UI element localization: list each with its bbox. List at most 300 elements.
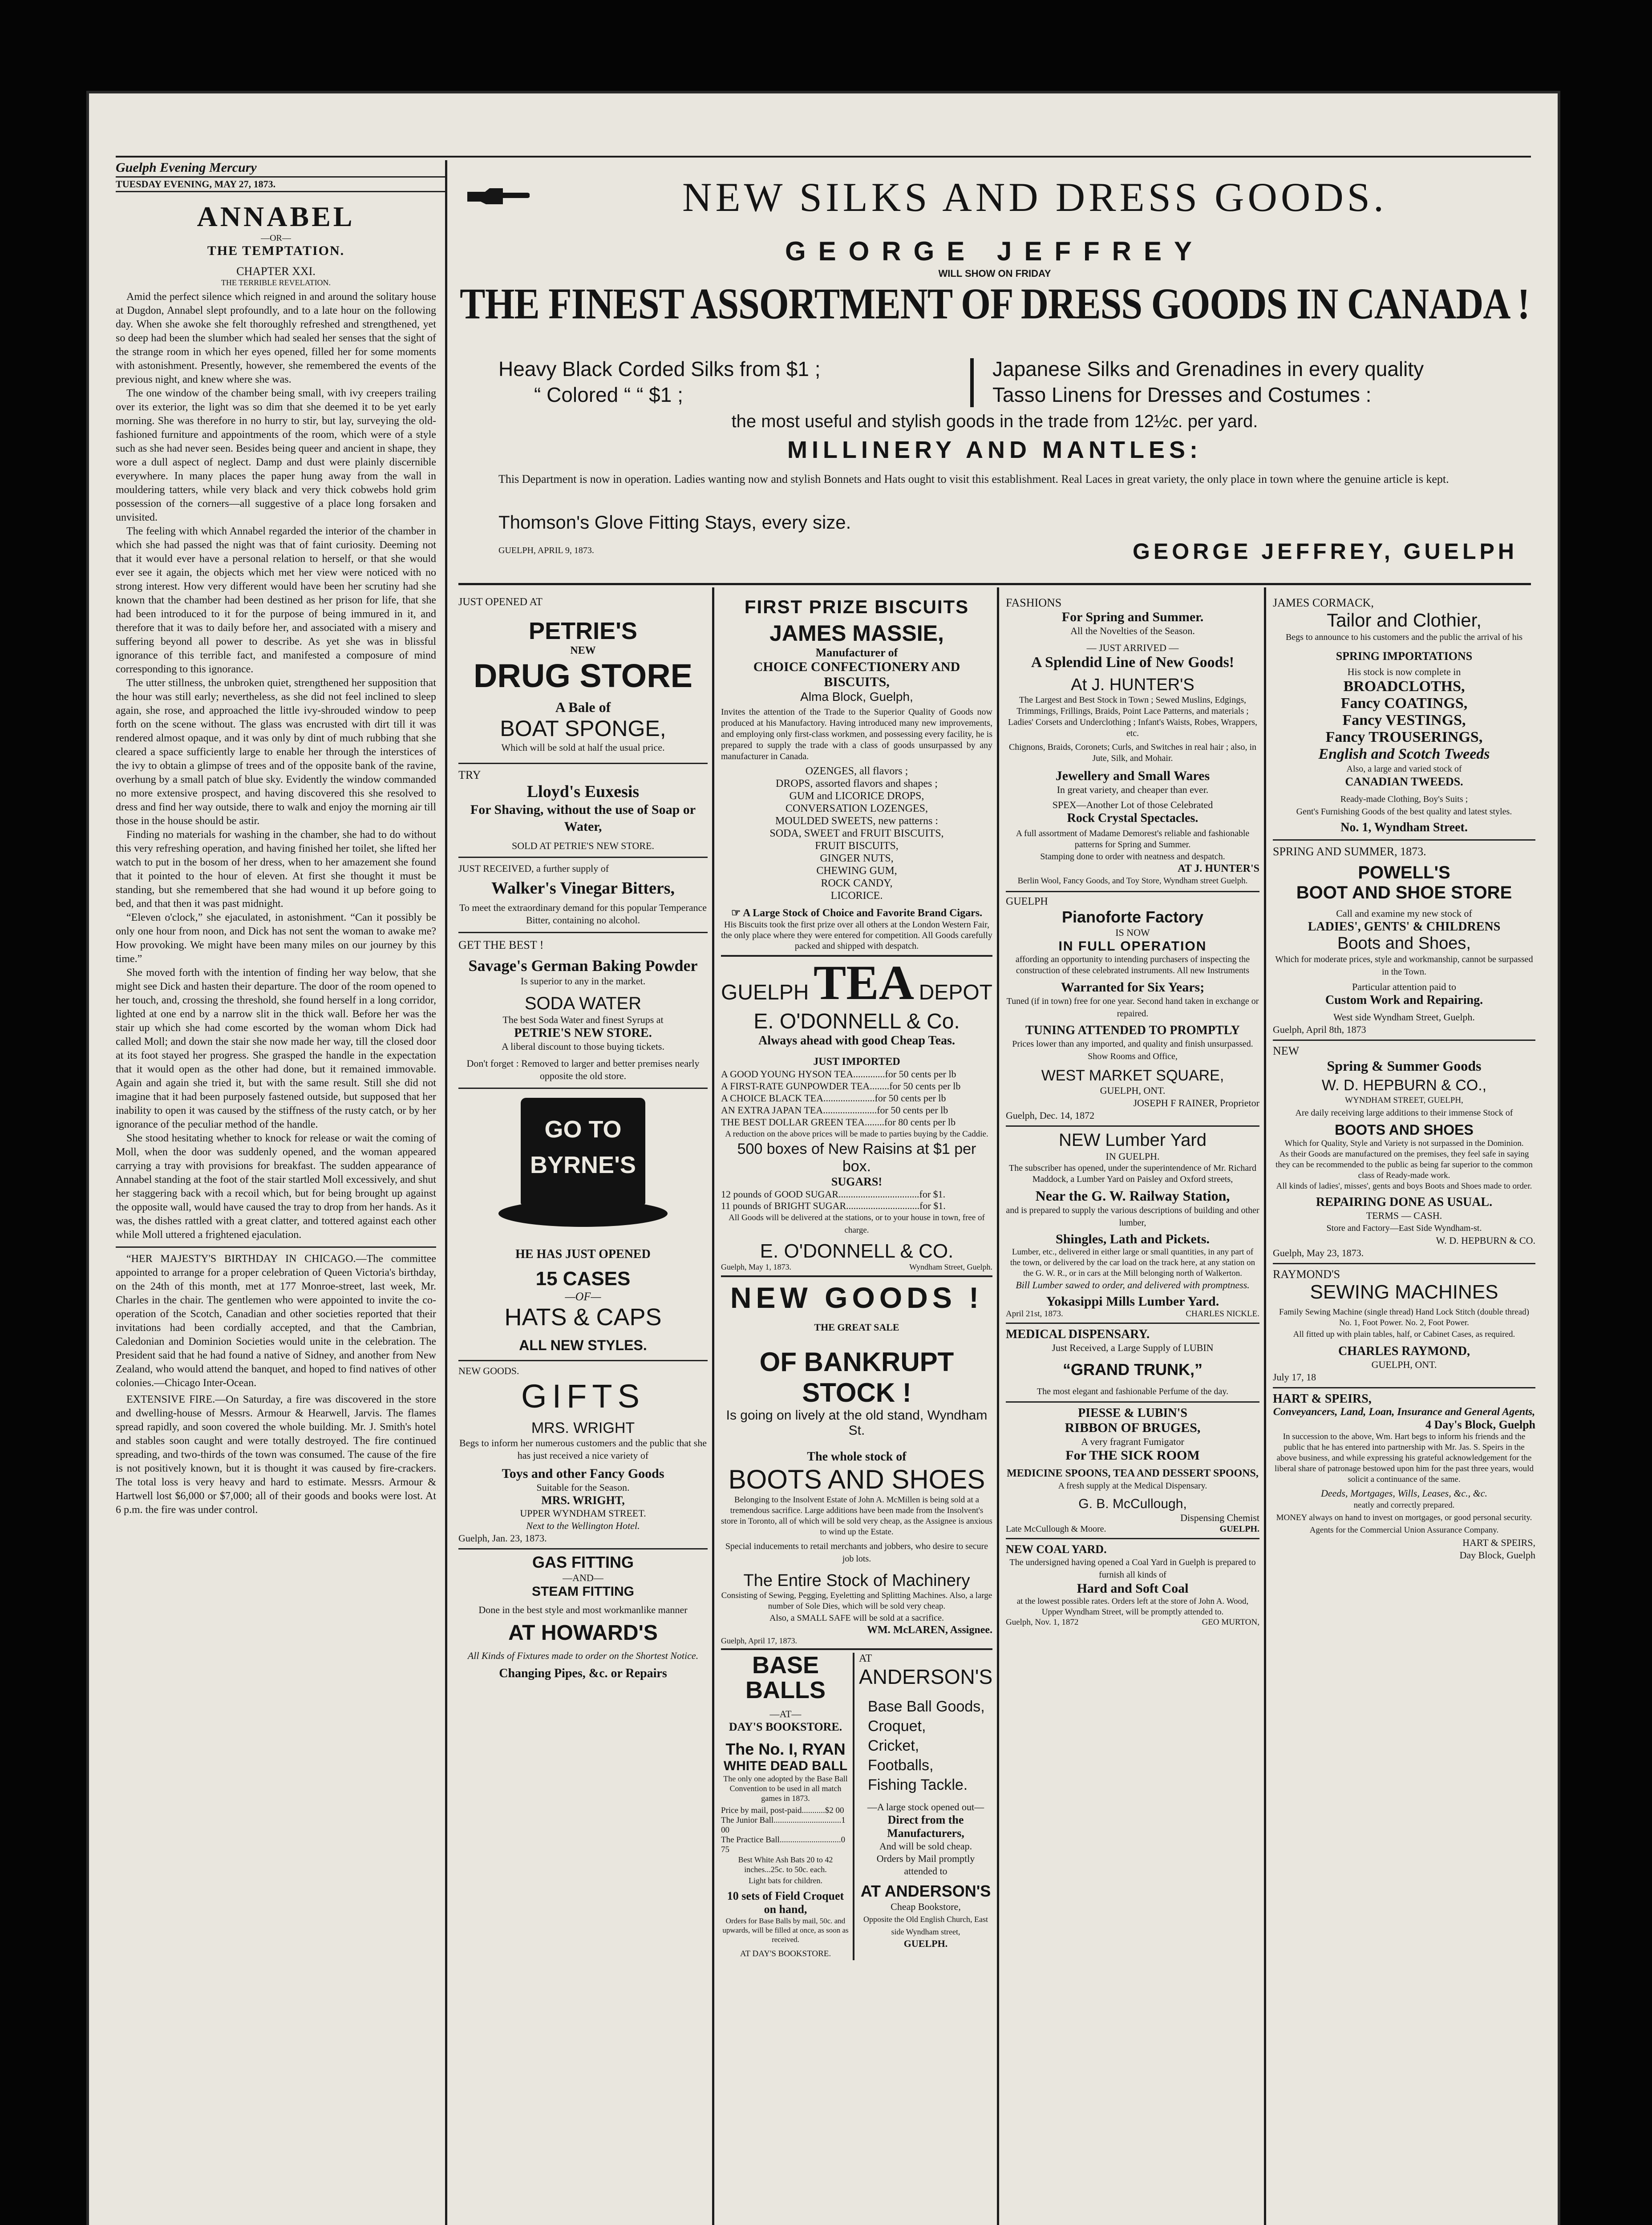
guelph-nov: Guelph, Nov. 1, 1872 (1006, 1618, 1079, 1627)
subscriber: The subscriber has opened, under the superintendence of Mr. Richard Maddock, a Lumber Yard on Paisley and Oxford streets, (1009, 1163, 1256, 1184)
walkers-note: To meet the extraordinary demand for this popular Temperance Bitter, containing no alcohol. (459, 902, 707, 926)
merchant-name: GEORGE JEFFREY (785, 236, 1205, 266)
new: NEW (1273, 1044, 1300, 1057)
tuning: TUNING ATTENDED TO PROMPTLY (1025, 1024, 1240, 1037)
day-block: Day Block, Guelph (1459, 1549, 1535, 1561)
west-side: West side Wyndham Street, Guelph. (1333, 1011, 1475, 1023)
at: —AT— (769, 1708, 802, 1719)
all-kinds-d: All kinds of ladies', misses', gents and boys Boots and Shoes made to order. (1276, 1181, 1532, 1191)
masthead (116, 160, 445, 192)
spring-1873: SPRING AND SUMMER, 1873. (1273, 845, 1426, 858)
confectionery-item: GUM and LICORICE DROPS, (789, 790, 924, 802)
james-massie: JAMES MASSIE, (769, 621, 944, 646)
belonging: Belonging to the Insolvent Estate of John A. McMillen is being sold at a tremendous sacrifice. Large additions have been made from the Insolvent's store in Toronto, all of which will be sold very cheap, as the Assignee is anxious to wind up the Estate. (721, 1495, 992, 1537)
near-station: Near the G. W. Railway Station, (1035, 1188, 1230, 1204)
toys: Toys and other Fancy Goods (502, 1466, 664, 1481)
divider (1273, 1040, 1535, 1041)
shingles: Shingles, Lath and Pickets. (1056, 1232, 1210, 1246)
hepburn-sig: W. D. HEPBURN & CO. (1436, 1235, 1535, 1246)
custom-work: Custom Work and Repairing. (1325, 993, 1483, 1007)
vestings: Fancy VESTINGS, (1342, 712, 1466, 728)
byrnes: BYRNE'S (530, 1152, 636, 1178)
colored-silk-line: “ Colored “ “ $1 ; (534, 383, 683, 406)
direct: Direct from the Manufacturers, (887, 1813, 964, 1840)
confectionery-item: ROCK CANDY, (821, 878, 893, 889)
splendid-line: A Splendid Line of New Goods! (1031, 654, 1235, 671)
james-cormack: JAMES CORMACK, (1273, 596, 1374, 609)
bill-lumber: Bill Lumber sawed to order, and delivered with promptness. (1016, 1279, 1250, 1290)
andersons: ANDERSON'S (859, 1665, 993, 1688)
try: TRY (458, 769, 481, 781)
nickle: CHARLES NICKLE. (1186, 1309, 1259, 1319)
boat-sponge: BOAT SPONGE, (500, 716, 666, 741)
story-paragraph: She moved forth with the intention of finding her way below, that she might see Dick and hasten their departure. The door of the room opened to her touch, and, crossing the threshold, she found herself in a long corridor, lighted at one end by a narrow slit in the thick wall. Before her was the stair up which she had come escorted by the woman whom Dick had called Moll; and down the stair she now made her way, till the closed door at its foot stayed her progress. She grasped the handle in the expectation that it would open as the other had done, but it remained immovable. Again and again she tried it, but with the same result. Still she did not imagine that it had been purposely fastened outside, but supposed that her inability to open it was caused by the stiffness of the rusty catch, or by her ignorance of the peculiar method of the handle. (116, 967, 436, 1130)
spoons: MEDICINE SPOONS, TEA AND DESSERT SPOONS, (1007, 1468, 1259, 1479)
at-andersons: AT ANDERSON'S (860, 1882, 991, 1900)
west-market: WEST MARKET SQUARE, (1041, 1067, 1224, 1084)
boot-shoe-store: BOOT AND SHOE STORE (1296, 883, 1512, 902)
paper-note: As their Goods are manufactured on the premises, they feel safe in saying they can be recommended to the public as being far superior to the common class of Ready-made work. (1275, 1149, 1533, 1180)
price-item: The Practice Ball.............................0 75 (721, 1835, 846, 1854)
demorest: A full assortment of Madame Demorest's reliable and fashionable patterns for Spring and Summer. (1016, 829, 1250, 850)
has-opened: HE HAS JUST OPENED (515, 1247, 651, 1261)
at-hunters: At J. HUNTER'S (1071, 676, 1194, 694)
hat-brim (498, 1200, 668, 1227)
story-paragraph: Amid the perfect silence which reigned in and around the solitary house at Dugdon, Annabel slept profoundly, and to a late hour on the following day. When she awoke she felt thoroughly refreshed and strengthened, yet so deep had been the slumber which had sealed her senses that the sight of the strange room in which her eyes opened, filled her for some moments with astonishment. Presently, however, she remembered the events of the previous night, and knew where she was. (116, 291, 436, 385)
divider (1006, 1401, 1259, 1403)
largest-stock: The Largest and Best Stock in Town ; Sewed Muslins, Edgings, Trimmings, Frillings, Braids, Point Lace Patterns, and materials ; Ladies' Corsets and Underclothing ; Infant's Waists, Robes, Wrappers, etc. (1008, 695, 1258, 738)
in-guelph: IN GUELPH. (1105, 1151, 1160, 1162)
ad-headline: NEW SILKS AND DRESS GOODS. (682, 174, 1387, 220)
divider (458, 932, 708, 933)
column-d (1273, 596, 1535, 1562)
daily: Are daily receiving large additions to their immense Stock of (1295, 1108, 1513, 1118)
spex: SPEX—Another Lot of those Celebrated (1052, 799, 1213, 810)
lumber-date: April 21st, 1873. (1006, 1309, 1063, 1319)
spring-summer: For Spring and Summer. (1061, 610, 1204, 624)
new-goods-small: NEW GOODS. (458, 1365, 519, 1376)
ad-rule (458, 583, 1531, 585)
family-machines: Family Sewing Machine (single thread) Hand Lock Stitch (double thread) No. 1, Foot Power. No. 2, Foot Power. (1279, 1307, 1529, 1327)
done-in: Done in the best style and most workmanlike manner (478, 1604, 688, 1615)
boots-shoes: Boots and Shoes, (1337, 934, 1471, 953)
discount: A liberal discount to those buying tickets. (501, 1041, 664, 1052)
confectionery-item: GINGER NUTS, (820, 853, 894, 864)
full-operation: IN FULL OPERATION (1058, 939, 1207, 954)
mccullough-footer (1006, 1524, 1259, 1534)
fifteen-cases: 15 CASES (535, 1268, 631, 1290)
wyndham-guelph: Wyndham Street, Guelph. (909, 1262, 992, 1271)
coal-footer (1006, 1618, 1259, 1627)
column-rule (1264, 587, 1266, 2225)
first-prize: FIRST PRIZE BISCUITS (744, 596, 969, 617)
guelph-april: Guelph, April 17, 1873. (721, 1636, 797, 1645)
cheap-bookstore: Cheap Bookstore, (891, 1901, 961, 1912)
silk-prices (498, 356, 952, 408)
anderson-goods (859, 1697, 992, 1795)
dateline: TUESDAY EVENING, MAY 27, 1873. (116, 176, 445, 192)
agents: Agents for the Commercial Union Assurance Company. (1309, 1525, 1499, 1535)
sold-cheap: And will be sold cheap. (879, 1841, 972, 1852)
mccullough: G. B. McCullough, (1078, 1497, 1187, 1511)
lloyds-euxesis: Lloyd's Euxesis (526, 782, 640, 801)
divider (458, 763, 708, 764)
chapter-title: THE TERRIBLE REVELATION. (221, 278, 331, 287)
soda-note: The best Soda Water and finest Syrups at (502, 1014, 664, 1025)
go-to: GO TO (544, 1116, 622, 1143)
will-show: WILL SHOW ON FRIDAY (938, 268, 1051, 279)
next-to-hotel: Next to the Wellington Hotel. (526, 1520, 640, 1531)
tweeds: English and Scotch Tweeds (1318, 746, 1490, 762)
story-paragraph: The utter stillness, the unbroken quiet, strengthened her supposition that the hour was still early; nevertheless, as she did not feel inclined to sleep again, she rose, and approached the little ivy-shrouded window to peep forth on the scene without. The glass was encrusted with dirt till it was rendered almost opaque, and it was only by dint of much rubbing that she cleared a space sufficiently large to enable her through the interstices of the ivy to obtain a glimpse of trees and of the opposite bank of the ravine, overhung by a small patch of blue sky. Evidently the window commanded no more extensive prospect, and having discovered this she resolved to dress and find her way outside, there to walk and enjoy the morning air till those in the house should be astir. (116, 677, 436, 827)
days-block: 4 Day's Block, Guelph (1425, 1418, 1535, 1431)
confectionery-item: CONVERSATION LOZENGES, (786, 803, 928, 814)
croquet: Croquet, (868, 1718, 926, 1735)
confectionery-item: DROPS, assorted flavors and shapes ; (776, 778, 938, 789)
going-on: Is going on lively at the old stand, Wyndham St. (726, 1408, 988, 1438)
orders-mail: Orders by Mail promptly attended to (876, 1853, 975, 1877)
story-or: —OR— (261, 233, 291, 243)
tea-item: THE BEST DOLLAR GREEN TEA........for 80 cents per lb (721, 1117, 956, 1128)
july: July 17, 18 (1273, 1371, 1316, 1383)
guelph-c: GUELPH. (1219, 1524, 1259, 1534)
guelph-may: Guelph, May 1, 1873. (721, 1262, 791, 1271)
gifts: GIFTS (521, 1378, 645, 1415)
begs: Begs to announce to his customers and the public the arrival of his (1285, 632, 1523, 642)
price-item: The Junior Ball................................1 00 (721, 1816, 846, 1835)
get-best: GET THE BEST ! (458, 939, 544, 951)
berlin-wool: Berlin Wool, Fancy Goods, and Toy Store, Wyndham street Guelph. (1017, 876, 1248, 886)
days-bookstore: DAY'S BOOKSTORE. (729, 1720, 842, 1733)
hats-caps: HATS & CAPS (504, 1304, 662, 1331)
walkers-intro: JUST RECEIVED, a further supply of (458, 863, 609, 874)
dispensing-chemist: Dispensing Chemist (1180, 1512, 1259, 1523)
canadian-tweeds: CANADIAN TWEEDS. (1345, 775, 1463, 788)
divider (458, 857, 708, 858)
story-paragraph: She stood hesitating whether to knock for release or wait the coming of Moll, when the door was suddenly opened, and the woman appeared carrying a tray with provisions for breakfast. The sudden appearance of Annabel standing at the foot of the stair startled Moll excessively, and shut her staggering back with a recoil which, but for being brought up against the opposite wall, would have caused the tray to drop from her hands. As it was, the dishes rattled with a great clatter, and tottered against each other while Moll uttered a frightened ejaculation. (116, 1133, 436, 1241)
guelph-jan: Guelph, Jan. 23, 1873. (458, 1533, 547, 1544)
divider (116, 1246, 436, 1248)
only-one: The only one adopted by the Base Ball Convention to be used in all match games in 1873. (723, 1774, 848, 1803)
base-balls: BASE BALLS (745, 1652, 826, 1703)
upper-wyndham: UPPER WYNDHAM STREET. (520, 1508, 646, 1519)
divider (1273, 839, 1535, 841)
of-line: —OF— (565, 1290, 601, 1303)
soda-water: SODA WATER (524, 994, 642, 1013)
spring-importations: SPRING IMPORTATIONS (1336, 650, 1473, 663)
confectionery-item: SODA, SWEET and FRUIT BISCUITS, (769, 828, 944, 839)
fumigator: A very fragrant Fumigator (1081, 1436, 1184, 1447)
conveyancers: Conveyancers, Land, Loan, Insurance and General Agents, (1273, 1406, 1535, 1418)
confectionery-list (721, 765, 992, 902)
column-a (458, 596, 708, 1681)
lumber-text: Lumber, etc., delivered in either large or small quantities, in any part of the town, or delivered by the car load on the track here, at any station on the G. W. R., or in cars at the Mill belonging north of Walkerton. (1010, 1247, 1255, 1278)
repairing: REPAIRING DONE AS USUAL. (1316, 1195, 1493, 1209)
rainer: JOSEPH F RAINER, Proprietor (1133, 1097, 1259, 1108)
story-paragraph: Finding no materials for washing in the chamber, she had to do without this very refreshing operation, and having finished her toilet, she lifted her watch to put in the bosom of her dress, when to her amazement she found that it pointed to the hour of eleven. At first she thought it must be standing, but she remembered that she had wound it up before going to bed, and that then it was past midnight. (116, 829, 436, 910)
affording: affording an opportunity to intending purchasers of inspecting the construction of these celebrated instruments. All new Instruments (1015, 955, 1250, 975)
bale-of: A Bale of (555, 699, 611, 715)
reduction: A reduction on the above prices will be made to parties buying by the Caddie. (725, 1129, 988, 1139)
news-item: EXTENSIVE FIRE.—On Saturday, a fire was discovered in the store and dwelling-house of Messrs. Armour & Hearwell, Jarvis. The flames spread rapidly, and soon covered the whole building. Mr. J. Smith's hotel and stables soon caught and were totally destroyed. The fire continued spreading, and two-thirds of the town was consumed. The cause of the fire is not positively known, but it is thought it was caused by fire-crackers. The total loss is very heavy and hard to estimate. Messrs. Armour & Hartwell lost $6,000 or $7,000; all of their goods and books were lost. At 6 p.m. the fire was under control. (116, 1394, 436, 1516)
delivered: All Goods will be delivered at the stations, or to your house in town, free of charge. (729, 1213, 985, 1235)
confectionery-item: MOULDED SWEETS, new patterns : (775, 815, 938, 827)
biscuits-took: His Biscuits took the first prize over all others at the London Western Fair, the only place where they were entered for competition. All Goods carefully packed and shipped with despatch. (721, 920, 992, 951)
j-hunter-sig: AT J. HUNTER'S (1178, 863, 1259, 874)
top-hat-graphic (498, 1098, 668, 1245)
light-bats: Light bats for children. (749, 1876, 822, 1885)
coal-text: The undersigned having opened a Coal Yard in Guelph is prepared to furnish all kinds of (1009, 1558, 1256, 1580)
spring-goods: Spring & Summer Goods (1327, 1058, 1482, 1074)
ad-bar (970, 358, 974, 407)
stays-line: Thomson's Glove Fitting Stays, every size. (498, 512, 851, 533)
petrie-just-opened: JUST OPENED AT (458, 596, 543, 608)
chignons: Chignons, Braids, Coronets; Curls, and Switches in real hair ; also, in Jute, Silk, and Mohair. (1008, 742, 1257, 763)
black-silk-line: Heavy Black Corded Silks from $1 ; (498, 357, 821, 380)
price-item: Price by mail, post-paid...........$2 00 (721, 1806, 844, 1815)
sewing-machines: SEWING MACHINES (1310, 1281, 1498, 1303)
manufacturer: Manufacturer of (815, 646, 898, 659)
changing-pipes: Changing Pipes, &c. or Repairs (499, 1667, 667, 1680)
choice-confectionery: CHOICE CONFECTIONERY AND BISCUITS, (753, 659, 960, 689)
story-subtitle: THE TEMPTATION. (207, 243, 345, 258)
variety: In great variety, and cheaper than ever. (1057, 784, 1209, 795)
assignee: WM. McLAREN, Assignee. (867, 1624, 992, 1636)
broadcloths: BROADCLOTHS, (1343, 678, 1465, 695)
whole-stock: The whole stock of (807, 1450, 907, 1464)
base-ball-row (721, 1653, 992, 1960)
coatings: Fancy COATINGS, (1340, 695, 1468, 712)
newspaper-page (89, 93, 1558, 2225)
hard-soft-coal: Hard and Soft Coal (1077, 1581, 1189, 1596)
tuned: Tuned (if in town) free for one year. Second hand taken in exchange or repaired. (1006, 996, 1259, 1019)
hepburn: W. D. HEPBURN & CO., (1321, 1077, 1487, 1094)
just-arrived: — JUST ARRIVED — (1086, 642, 1179, 653)
all-fitted: All fitted up with plain tables, half, or Cabinet Cases, as required. (1293, 1330, 1515, 1339)
price-list (721, 1806, 850, 1855)
stamping: Stamping done to order with neatness and despatch. (1040, 852, 1225, 862)
fresh-supply: A fresh supply at the Medical Dispensary. (1058, 1481, 1207, 1491)
white-dead-ball: WHITE DEAD BALL (723, 1759, 848, 1773)
walkers-bitters: Walker's Vinegar Bitters, (491, 879, 675, 898)
petries-new-store: PETRIE'S NEW STORE. (514, 1026, 652, 1040)
tea-item: A GOOD YOUNG HYSON TEA.............for 50 cents per lb (721, 1068, 956, 1080)
tea-list (721, 1068, 992, 1128)
fashions: FASHIONS (1006, 596, 1062, 609)
superior: Is superior to any in the market. (520, 975, 646, 987)
alma-block: Alma Block, Guelph, (800, 690, 913, 704)
drug-store: DRUG STORE (473, 657, 693, 694)
boots-shoes-2: BOOTS AND SHOES (1335, 1122, 1474, 1138)
divider (721, 1275, 992, 1277)
divider (458, 1088, 708, 1089)
charles-raymond: CHARLES RAYMOND, (1338, 1344, 1470, 1358)
lumber-dateline (1006, 1309, 1259, 1319)
paper-name: Guelph Evening Mercury (116, 160, 257, 175)
hart-speirs: HART & SPEIRS, (1273, 1392, 1372, 1406)
suitable: Suitable for the Season. (536, 1482, 630, 1493)
ad-date: GUELPH, APRIL 9, 1873. (498, 546, 594, 555)
column-b (721, 596, 992, 1960)
tea-dateline (721, 1262, 992, 1272)
divider (1006, 891, 1259, 892)
confectionery-item: CHEWING GUM, (816, 865, 897, 877)
days-bookstore-ad (721, 1653, 850, 1960)
new-lumber: NEW Lumber Yard (1059, 1130, 1207, 1150)
odonnell-sig: E. O'DONNELL & CO. (760, 1240, 954, 1262)
divider (1273, 1387, 1535, 1388)
divider (1273, 1263, 1535, 1264)
at-anderson-small: AT (859, 1653, 872, 1664)
raymonds: RAYMOND'S (1273, 1268, 1340, 1281)
hart-speirs-sig: HART & SPEIRS, (1462, 1537, 1535, 1548)
piesse-lubin: PIESSE & LUBIN'S (1078, 1406, 1187, 1420)
column-rule (712, 587, 714, 2225)
also: Also, a large and varied stock of (1346, 764, 1462, 774)
sold-at-petries: SOLD AT PETRIE'S NEW STORE. (512, 840, 654, 851)
particular: Particular attention paid to (1352, 981, 1456, 992)
invites: Invites the attention of the Trade to the Superior Quality of Goods now produced at his Manufactory. Having introduced many new improvements, and employing only first-class workmen, and possessing every facility, he is prepared to supply the trade with a class of goods unsurpassed by any manufacturer in Canada. (721, 707, 992, 761)
opposite: Opposite the Old English Church, East side Wyndham street, (863, 1915, 988, 1936)
cigars: ☞ A Large Stock of Choice and Favorite Brand Cigars. (731, 907, 983, 919)
all-new-styles: ALL NEW STYLES. (519, 1337, 647, 1353)
divider (721, 1648, 992, 1650)
pianoforte: Pianoforte Factory (1061, 908, 1204, 926)
successors: In succession to the above, Wm. Hart begs to inform his friends and the public that he has entered into partnership with Mr. Jas. S. Speirs in the above business, and while expressing his grateful acknowledgement for the liberal share of patronage bestowed upon him for the past three years, would solicit a continuance of the same. (1275, 1432, 1534, 1484)
raisins: 500 boxes of New Raisins at $1 per box. (737, 1141, 976, 1175)
story-paragraph: The feeling with which Annabel regarded the interior of the chamber in which she had passed the night was that of faint curiosity. Deeming not that it would ever have a personal relation to herself, or that she would ever see it again, the objects which met her view were noticed with no strong interest. How very different would have been her scrutiny had she known that the chamber had been destined as her prison for life, that she had been introduced to it for the purpose of being immured in it, and therefore that it was to daily before her, and associated with a misery and suffering beyond all power to describe. As yet she was in blissful ignorance of this terrible fact, and manifested a composure of mind corresponding to this ignorance. (116, 526, 436, 675)
tea-word: TEA (813, 955, 915, 1010)
sponge-note: Which will be sold at half the usual price. (501, 742, 665, 753)
is-now: IS NOW (1115, 927, 1150, 938)
coal-reasonable: at the lowest possible rates. Orders left at the store of John A. Wood, Upper Wyndham Street, will be promptly attended to. (1016, 1597, 1249, 1617)
divider (1006, 1125, 1259, 1127)
sugar-line: 12 pounds of GOOD SUGAR.................................for $1. (721, 1189, 946, 1200)
rock-crystal: Rock Crystal Spectacles. (1067, 811, 1199, 825)
tea-item: AN EXTRA JAPAN TEA......................for 50 cents per lb (721, 1104, 948, 1116)
tea-item: A FIRST-RATE GUNPOWDER TEA........for 50 cents per lb (721, 1080, 961, 1092)
news-item: “HER MAJESTY'S BIRTHDAY IN CHICAGO.—The committee appointed to arrange for a proper celebration of Queen Victoria's birthday, on the 24th of this month, met at 177 Monroe-street, last week, Mr. Charles in the chair. The gentlemen who were appointed to invite the co-operation of the Scotch, Canadian and other societies reported that their invitations had been cordially accepted, and that the Cambrian, Caledonian and Dominion Societies would unite in the celebration. The President said that he had found a native of Sidney, and another from New Zealand, who would attend the banquet, and hoped to find natives of other colonies.—Chicago Inter-Ocean. (116, 1253, 436, 1389)
tasso-line: Tasso Linens for Dresses and Costumes : (992, 383, 1372, 406)
guelph-dec: Guelph, Dec. 14, 1872 (1006, 1110, 1095, 1121)
which-for: Which for Quality, Style and Variety is not surpassed in the Dominion. (1284, 1139, 1524, 1148)
japanese-silks (992, 356, 1526, 408)
deeds: Deeds, Mortgages, Wills, Leases, &c., &c. (1321, 1488, 1487, 1499)
late: Late McCullough & Moore. (1006, 1524, 1106, 1534)
yokasippi: Yokasippi Mills Lumber Yard. (1046, 1294, 1219, 1309)
finest-assortment: THE FINEST ASSORTMENT OF DRESS GOODS IN CANADA ! (460, 279, 1530, 328)
complete: His stock is now complete in (1347, 666, 1461, 677)
petrie-name: PETRIE'S (529, 618, 637, 644)
just-received: Just Received, a Large Supply of LUBIN (1052, 1342, 1214, 1353)
terms: TERMS — CASH. (1366, 1210, 1442, 1221)
useful-goods: the most useful and stylish goods in the trade from 12½c. per yard. (731, 412, 1258, 431)
guelph: GUELPH. (903, 1938, 948, 1949)
bankrupt-stock: OF BANKRUPT STOCK ! (759, 1347, 954, 1408)
new-coal-yard: NEW COAL YARD. (1006, 1543, 1107, 1556)
warranted: Warranted for Six Years; (1061, 980, 1205, 995)
money: MONEY always on hand to invest on mortgages, or good personal security. (1276, 1513, 1532, 1522)
large-stock: —A large stock opened out— (867, 1801, 984, 1812)
wright-note: Begs to inform her numerous customers and the public that she has just received a nice variety of (459, 1437, 707, 1461)
steam-fitting: STEAM FITTING (532, 1584, 634, 1599)
divider (1006, 1323, 1259, 1324)
at-days: AT DAY'S BOOKSTORE. (740, 1949, 831, 1958)
petrie-new: NEW (570, 645, 596, 656)
story-paragraph: The one window of the chamber being small, with ivy creepers trailing over its exterior, the light was so dim that she deemed it to be yet early morning. She was therefore in no hurry to stir, but lay, surveying the old-fashioned furniture and appointments of the room, which were of a style such as she had never seen. Besides being queer and ancient in shape, they wore a dull aspect of neglect. Damp and dust were plainly discernible everywhere. In many places the paper hung away from the wall in mouldering tatters, while very black and very thick cobwebs hold grim possession of the corners—all suggestive of a place long forsaken and unvisited. (116, 388, 436, 523)
murton: GEO MURTON, (1202, 1618, 1259, 1627)
consisting: Consisting of Sewing, Pegging, Eyeletting and Splitting Machines. Also, a large number of Sole Dies, which will be sold very cheap. (721, 1591, 992, 1611)
confectionery-item: OZENGES, all flavors ; (805, 765, 908, 777)
footballs: Footballs, (868, 1757, 934, 1774)
pointing-hand-icon (467, 185, 530, 207)
ribbon-bruges: RIBBON OF BRUGES, (1065, 1420, 1201, 1435)
column-c (1006, 596, 1259, 1627)
column-rule (445, 160, 447, 2225)
just-imported: JUST IMPORTED (813, 1056, 900, 1068)
department-text: This Department is now in operation. Ladies wanting now and stylish Bonnets and Hats ought to visit this establishment. Real Laces in great variety, the only place in town where the genuine article is kept. (498, 473, 1449, 485)
divider (1006, 1538, 1259, 1539)
top-rule (116, 156, 1531, 158)
powells: POWELL'S (1358, 863, 1450, 882)
special-inducements: Special inducements to retail merchants and jobbers, who desire to secure job lots. (725, 1541, 988, 1564)
dont-forget: Don't forget : Removed to larger and better premises nearly opposite the old store. (466, 1058, 700, 1081)
prices-lower: Prices lower than any imported, and quality and finish unsurpassed. Show Rooms and Office, (1012, 1039, 1253, 1061)
story-title: ANNABEL (197, 201, 355, 232)
and-line: —AND— (563, 1572, 603, 1583)
tea-depot: DEPOT (919, 981, 992, 1004)
jewellery: Jewellery and Small Wares (1055, 769, 1210, 783)
sick-room: For THE SICK ROOM (1065, 1448, 1200, 1463)
factory: Store and Factory—East Side Wyndham-st. (1326, 1223, 1482, 1233)
shaving-line: For Shaving, without the use of Soap or Water, (470, 802, 696, 834)
small-safe: Also, a SMALL SAFE will be sold at a sacrifice. (769, 1613, 944, 1623)
bats: Best White Ash Bats 20 to 42 inches...25c. to 50c. each. (738, 1855, 833, 1874)
fishing-tackle: Fishing Tackle. (868, 1776, 968, 1793)
guelph-may-d: Guelph, May 23, 1873. (1273, 1247, 1364, 1258)
wyndham-st: WYNDHAM STREET, GUELPH, (1345, 1096, 1463, 1105)
furnishing: Gent's Furnishing Goods of the best quality and latest styles. (1296, 807, 1512, 817)
wyndham-street: No. 1, Wyndham Street. (1340, 821, 1468, 834)
column-rule (997, 587, 999, 2225)
jeffrey-ad (458, 169, 1531, 641)
cricket: Cricket, (868, 1737, 919, 1754)
at-howards: AT HOWARD'S (508, 1621, 658, 1645)
mrs-wright-sig: MRS. WRIGHT, (541, 1494, 625, 1507)
tea-item: A CHOICE BLACK TEA.....................for 50 cents per lb (721, 1092, 946, 1104)
boots-and-shoes: BOOTS AND SHOES (728, 1464, 985, 1494)
story-paragraph: “Eleven o'clock,” she ejaculated, in astonishment. “Can it possibly be only one hour from noon, and Dick has not sent the woman to awake me? How provoking. We might have been many miles on our journey by this time.” (116, 912, 436, 965)
tea-depot-heading (721, 955, 992, 1010)
jeffrey-signature: GEORGE JEFFREY, GUELPH (1132, 539, 1518, 564)
chapter-number: CHAPTER XXI. (236, 265, 316, 278)
confectionery-item: LICORICE. (830, 890, 883, 902)
ladies-gents: LADIES', GENTS' & CHILDRENS (1308, 920, 1501, 934)
tailor-clothier: Tailor and Clothier, (1327, 610, 1482, 631)
no1-ryan: The No. I, RYAN (725, 1740, 846, 1758)
new-goods-heading: NEW GOODS ! (730, 1281, 984, 1314)
entire-stock: The Entire Stock of Machinery (743, 1571, 970, 1590)
orders: Orders for Base Balls by mail, 50c. and upwards, will be filled at once, as soon as received. (722, 1917, 849, 1944)
all-kinds: All Kinds of Fixtures made to order on the Shortest Notice. (467, 1650, 699, 1661)
most-elegant: The most elegant and fashionable Perfume of the day. (1037, 1387, 1229, 1396)
guelph-april-d: Guelph, April 8th, 1873 (1273, 1024, 1366, 1035)
moderate: Which for moderate prices, style and workmanship, cannot be surpassed in the Town. (1275, 955, 1533, 977)
guelph-ont-d: GUELPH, ONT. (1371, 1359, 1437, 1370)
neatly: neatly and correctly prepared. (1353, 1501, 1455, 1510)
odonnell: E. O'DONNELL & Co. (753, 1010, 960, 1033)
savages-powder: Savage's German Baking Powder (468, 957, 698, 975)
